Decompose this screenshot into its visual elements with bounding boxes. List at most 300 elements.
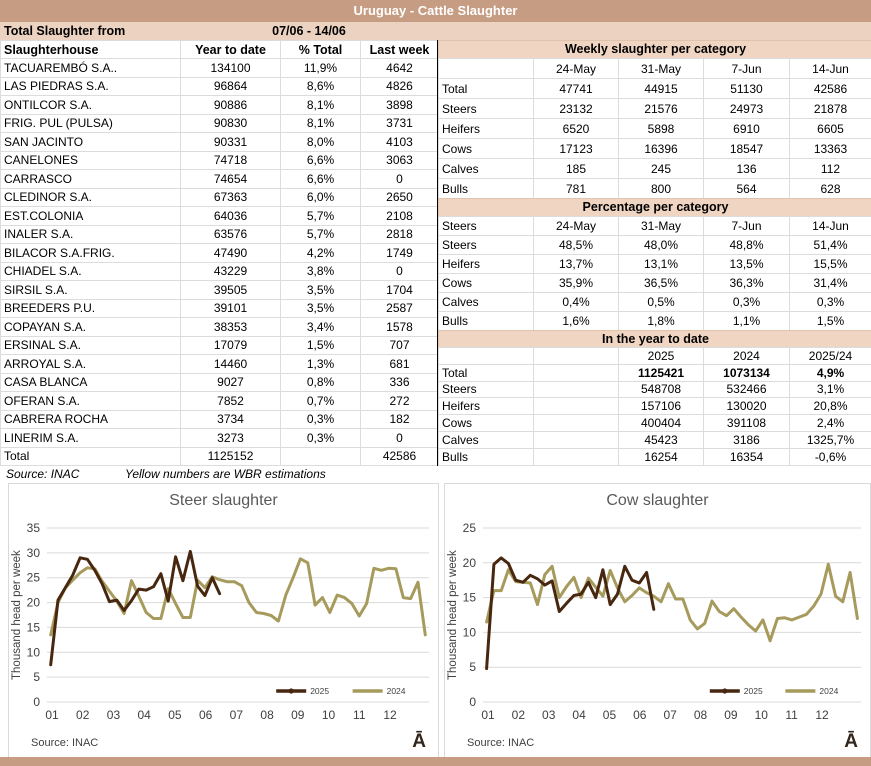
x-axis-month-labels bbox=[481, 708, 829, 722]
table-cell: 8,6% bbox=[281, 77, 361, 96]
cow-chart-title: Cow slaughter bbox=[606, 492, 709, 509]
table-cell: 6,6% bbox=[281, 151, 361, 170]
steer-chart-canvas bbox=[9, 484, 438, 758]
percentage-section-title: Percentage per category bbox=[438, 198, 871, 217]
table-cell: Cows bbox=[439, 415, 534, 432]
table-cell: 24973 bbox=[704, 99, 790, 119]
subheader-label: Total Slaughter from bbox=[4, 24, 126, 38]
table-row bbox=[439, 448, 871, 465]
table-row bbox=[1, 133, 439, 152]
table-cell: 17123 bbox=[534, 139, 619, 159]
table-cell: 2025 bbox=[619, 348, 704, 365]
table-cell: 400404 bbox=[619, 415, 704, 432]
svg-text:35: 35 bbox=[26, 521, 40, 535]
table-cell: 1073134 bbox=[704, 364, 790, 381]
table-row bbox=[439, 381, 871, 398]
table-cell: ERSINAL S.A. bbox=[1, 336, 181, 355]
table-cell: 64036 bbox=[181, 207, 281, 226]
svg-text:2024: 2024 bbox=[386, 686, 406, 696]
table-cell: LINERIM S.A. bbox=[1, 429, 181, 448]
table-cell: 31,4% bbox=[790, 274, 871, 293]
table-cell: 245 bbox=[619, 159, 704, 179]
table-cell: 0 bbox=[361, 429, 439, 448]
series-line-2024 bbox=[487, 564, 858, 641]
svg-text:07: 07 bbox=[663, 708, 677, 722]
table-cell: 8,1% bbox=[281, 114, 361, 133]
table-row bbox=[439, 59, 871, 79]
table-header-cell: Slaughterhouse bbox=[1, 41, 181, 59]
table-cell: 36,5% bbox=[619, 274, 704, 293]
table-cell: 157106 bbox=[619, 398, 704, 415]
table-cell: 1,5% bbox=[281, 336, 361, 355]
table-cell: 90830 bbox=[181, 114, 281, 133]
table-row bbox=[439, 255, 871, 274]
table-cell bbox=[534, 381, 619, 398]
table-cell: 8,0% bbox=[281, 133, 361, 152]
svg-text:5: 5 bbox=[469, 660, 476, 675]
table-cell bbox=[534, 398, 619, 415]
table-row bbox=[439, 312, 871, 331]
table-row bbox=[1, 262, 439, 281]
table-cell: 5898 bbox=[619, 119, 704, 139]
table-cell: 2650 bbox=[361, 188, 439, 207]
svg-text:11: 11 bbox=[353, 708, 366, 722]
svg-text:09: 09 bbox=[291, 708, 305, 722]
cow-chart-box bbox=[444, 483, 871, 759]
table-row bbox=[439, 119, 871, 139]
table-row bbox=[1, 59, 439, 78]
table-cell: 11,9% bbox=[281, 59, 361, 78]
table-cell: 21878 bbox=[790, 99, 871, 119]
svg-text:08: 08 bbox=[693, 708, 708, 722]
table-cell: 13363 bbox=[790, 139, 871, 159]
table-cell: BILACOR S.A.FRIG. bbox=[1, 244, 181, 263]
svg-text:10: 10 bbox=[26, 645, 40, 660]
table-cell: 564 bbox=[704, 179, 790, 199]
table-cell: 7852 bbox=[181, 392, 281, 411]
table-row bbox=[1, 299, 439, 318]
table-cell: 14-Jun bbox=[790, 217, 871, 236]
subheader-row bbox=[0, 22, 871, 41]
svg-text:25: 25 bbox=[462, 521, 476, 535]
table-row bbox=[1, 429, 439, 448]
table-cell: SIRSIL S.A. bbox=[1, 281, 181, 300]
table-cell: 5,7% bbox=[281, 207, 361, 226]
svg-text:25: 25 bbox=[26, 570, 40, 585]
table-cell: Bulls bbox=[439, 312, 534, 331]
table-cell: 1704 bbox=[361, 281, 439, 300]
table-cell: 1578 bbox=[361, 318, 439, 337]
table-cell: Total bbox=[439, 364, 534, 381]
table-cell: Total bbox=[1, 447, 181, 466]
ytd-table bbox=[438, 347, 871, 466]
table-cell: 7-Jun bbox=[704, 217, 790, 236]
table-cell: 2025/24 bbox=[790, 348, 871, 365]
table-cell: 20,8% bbox=[790, 398, 871, 415]
weekly-section-title: Weekly slaughter per category bbox=[438, 40, 871, 59]
table-cell: 2818 bbox=[361, 225, 439, 244]
table-cell: 2587 bbox=[361, 299, 439, 318]
svg-text:30: 30 bbox=[26, 545, 40, 560]
table-cell: 47741 bbox=[534, 79, 619, 99]
table-header-cell: Last week bbox=[361, 41, 439, 59]
table-cell: 4,9% bbox=[790, 364, 871, 381]
svg-text:15: 15 bbox=[462, 590, 476, 605]
table-cell: Steers bbox=[439, 236, 534, 255]
table-cell: 0,3% bbox=[281, 429, 361, 448]
table-cell: 2108 bbox=[361, 207, 439, 226]
table-cell: 16254 bbox=[619, 448, 704, 465]
table-cell: 6910 bbox=[704, 119, 790, 139]
table-cell: 96864 bbox=[181, 77, 281, 96]
svg-text:11: 11 bbox=[785, 708, 798, 722]
table-row bbox=[439, 99, 871, 119]
bottom-accent-bar bbox=[0, 757, 871, 766]
svg-text:15: 15 bbox=[26, 620, 40, 635]
table-cell: 6605 bbox=[790, 119, 871, 139]
table-cell: 1,6% bbox=[534, 312, 619, 331]
table-cell: 44915 bbox=[619, 79, 704, 99]
svg-text:09: 09 bbox=[724, 708, 738, 722]
table-cell: 5,7% bbox=[281, 225, 361, 244]
percentage-table-wrap bbox=[438, 216, 871, 331]
page-title: Uruguay - Cattle Slaughter bbox=[0, 0, 871, 22]
table-cell: 1125152 bbox=[181, 447, 281, 466]
table-cell: 0,4% bbox=[534, 293, 619, 312]
table-cell: 7-Jun bbox=[704, 59, 790, 79]
svg-text:08: 08 bbox=[260, 708, 274, 722]
table-cell: 13,7% bbox=[534, 255, 619, 274]
table-row bbox=[1, 225, 439, 244]
table-row bbox=[1, 77, 439, 96]
table-cell: 6,0% bbox=[281, 188, 361, 207]
table-cell: 2,4% bbox=[790, 415, 871, 432]
table-cell: 8,1% bbox=[281, 96, 361, 115]
table-row bbox=[439, 79, 871, 99]
slaughterhouse-table-wrap bbox=[0, 40, 438, 466]
table-cell: 48,5% bbox=[534, 236, 619, 255]
table-cell: 0,3% bbox=[790, 293, 871, 312]
svg-text:06: 06 bbox=[198, 708, 213, 722]
table-cell: 0 bbox=[361, 170, 439, 189]
x-axis-month-labels bbox=[45, 708, 397, 722]
subheader-date-range: 07/06 - 14/06 bbox=[272, 24, 346, 38]
table-cell: Calves bbox=[439, 159, 534, 179]
table-cell: 14-Jun bbox=[790, 59, 871, 79]
table-header-row bbox=[1, 41, 439, 59]
table-cell: 35,9% bbox=[534, 274, 619, 293]
svg-text:0: 0 bbox=[33, 695, 40, 709]
cow-y-axis-label: Thousand head per week bbox=[447, 550, 459, 680]
y-axis-ticks bbox=[463, 521, 477, 709]
table-row bbox=[1, 447, 439, 466]
table-cell: INALER S.A. bbox=[1, 225, 181, 244]
weekly-table bbox=[438, 58, 871, 199]
table-row bbox=[439, 364, 871, 381]
table-cell: COPAYAN S.A. bbox=[1, 318, 181, 337]
steer-chart-title: Steer slaughter bbox=[169, 492, 278, 509]
table-cell: 112 bbox=[790, 159, 871, 179]
table-cell: 36,3% bbox=[704, 274, 790, 293]
table-row bbox=[439, 431, 871, 448]
steer-chart-source: Source: INAC bbox=[31, 737, 99, 749]
table-cell: 42586 bbox=[361, 447, 439, 466]
steer-y-axis-label: Thousand head per week bbox=[11, 550, 23, 680]
table-cell: Steers bbox=[439, 217, 534, 236]
table-cell: 39505 bbox=[181, 281, 281, 300]
percentage-table bbox=[438, 216, 871, 331]
table-row bbox=[439, 415, 871, 432]
table-cell: EST.COLONIA bbox=[1, 207, 181, 226]
table-cell: Cows bbox=[439, 139, 534, 159]
table-cell: Calves bbox=[439, 293, 534, 312]
table-cell: 90886 bbox=[181, 96, 281, 115]
table-cell: OFERAN S.A. bbox=[1, 392, 181, 411]
table-cell: 1125421 bbox=[619, 364, 704, 381]
table-cell: 23132 bbox=[534, 99, 619, 119]
table-cell: Heifers bbox=[439, 255, 534, 274]
a-macron-logo: Ā bbox=[412, 731, 426, 752]
svg-text:04: 04 bbox=[137, 708, 151, 722]
estimation-note: Yellow numbers are WBR estimations bbox=[125, 467, 326, 481]
table-cell bbox=[534, 348, 619, 365]
table-cell: 6520 bbox=[534, 119, 619, 139]
svg-text:2025: 2025 bbox=[743, 686, 763, 696]
svg-text:05: 05 bbox=[168, 708, 182, 722]
table-cell: CASA BLANCA bbox=[1, 373, 181, 392]
table-cell: 3731 bbox=[361, 114, 439, 133]
table-cell: 16354 bbox=[704, 448, 790, 465]
table-cell: 391108 bbox=[704, 415, 790, 432]
svg-text:05: 05 bbox=[602, 708, 617, 722]
table-cell: 16396 bbox=[619, 139, 704, 159]
table-cell: 1,8% bbox=[619, 312, 704, 331]
table-cell: 51,4% bbox=[790, 236, 871, 255]
legend bbox=[276, 686, 406, 696]
table-cell: 1,1% bbox=[704, 312, 790, 331]
table-cell: ONTILCOR S.A. bbox=[1, 96, 181, 115]
table-cell: 3273 bbox=[181, 429, 281, 448]
svg-text:01: 01 bbox=[481, 708, 495, 722]
table-row bbox=[439, 179, 871, 199]
table-row bbox=[1, 170, 439, 189]
svg-text:01: 01 bbox=[45, 708, 59, 722]
table-cell: 51130 bbox=[704, 79, 790, 99]
slaughterhouse-table bbox=[0, 40, 439, 466]
table-cell: CHIADEL S.A. bbox=[1, 262, 181, 281]
cow-chart-source: Source: INAC bbox=[467, 737, 535, 749]
table-row bbox=[1, 188, 439, 207]
table-cell: CLEDINOR S.A. bbox=[1, 188, 181, 207]
table-cell: 6,6% bbox=[281, 170, 361, 189]
table-cell bbox=[439, 348, 534, 365]
table-cell: 707 bbox=[361, 336, 439, 355]
table-row bbox=[1, 318, 439, 337]
table-cell: 63576 bbox=[181, 225, 281, 244]
table-cell: 3,1% bbox=[790, 381, 871, 398]
svg-text:07: 07 bbox=[229, 708, 244, 722]
table-header-cell: % Total bbox=[281, 41, 361, 59]
table-cell bbox=[534, 415, 619, 432]
table-cell: 9027 bbox=[181, 373, 281, 392]
table-cell: 272 bbox=[361, 392, 439, 411]
table-cell: 67363 bbox=[181, 188, 281, 207]
table-cell: 74718 bbox=[181, 151, 281, 170]
table-row bbox=[1, 410, 439, 429]
table-cell: 800 bbox=[619, 179, 704, 199]
table-row bbox=[439, 217, 871, 236]
table-cell: 4,2% bbox=[281, 244, 361, 263]
table-row bbox=[1, 96, 439, 115]
svg-text:20: 20 bbox=[26, 595, 40, 610]
table-cell: 182 bbox=[361, 410, 439, 429]
table-cell: 3186 bbox=[704, 431, 790, 448]
table-cell: 681 bbox=[361, 355, 439, 374]
table-cell: 43229 bbox=[181, 262, 281, 281]
svg-text:02: 02 bbox=[511, 708, 526, 722]
table-cell: 0,3% bbox=[281, 410, 361, 429]
table-cell bbox=[534, 431, 619, 448]
table-cell bbox=[439, 59, 534, 79]
table-cell: TACUAREMBÓ S.A.. bbox=[1, 59, 181, 78]
table-cell: 130020 bbox=[704, 398, 790, 415]
svg-text:04: 04 bbox=[572, 708, 586, 722]
table-row bbox=[1, 281, 439, 300]
table-cell bbox=[534, 364, 619, 381]
table-cell: 31-May bbox=[619, 217, 704, 236]
table-cell: 548708 bbox=[619, 381, 704, 398]
table-cell: Steers bbox=[439, 99, 534, 119]
table-row bbox=[1, 336, 439, 355]
table-row bbox=[439, 398, 871, 415]
table-cell: FRIG. PUL (PULSA) bbox=[1, 114, 181, 133]
table-row bbox=[1, 114, 439, 133]
table-cell: SAN JACINTO bbox=[1, 133, 181, 152]
table-cell bbox=[281, 447, 361, 466]
table-cell: Cows bbox=[439, 274, 534, 293]
table-cell: 0,3% bbox=[704, 293, 790, 312]
table-cell: 48,0% bbox=[619, 236, 704, 255]
table-cell: 21576 bbox=[619, 99, 704, 119]
table-row bbox=[1, 207, 439, 226]
table-cell: 0,7% bbox=[281, 392, 361, 411]
table-cell: Steers bbox=[439, 381, 534, 398]
table-cell: Calves bbox=[439, 431, 534, 448]
table-cell: CABRERA ROCHA bbox=[1, 410, 181, 429]
table-cell: 0,8% bbox=[281, 373, 361, 392]
legend bbox=[710, 686, 839, 696]
table-row bbox=[1, 373, 439, 392]
table-cell: Bulls bbox=[439, 448, 534, 465]
table-cell: 3,4% bbox=[281, 318, 361, 337]
table-cell: 532466 bbox=[704, 381, 790, 398]
table-cell: 3898 bbox=[361, 96, 439, 115]
table-cell: 24-May bbox=[534, 59, 619, 79]
table-cell: 3063 bbox=[361, 151, 439, 170]
table-cell: CANELONES bbox=[1, 151, 181, 170]
table-cell: LAS PIEDRAS S.A. bbox=[1, 77, 181, 96]
table-cell: 17079 bbox=[181, 336, 281, 355]
table-cell: 1,3% bbox=[281, 355, 361, 374]
table-row bbox=[439, 236, 871, 255]
svg-text:03: 03 bbox=[542, 708, 556, 722]
table-cell: 3,5% bbox=[281, 281, 361, 300]
table-cell: Bulls bbox=[439, 179, 534, 199]
ytd-section-title: In the year to date bbox=[438, 330, 871, 348]
table-cell: 13,5% bbox=[704, 255, 790, 274]
svg-text:10: 10 bbox=[321, 708, 336, 722]
svg-text:2025: 2025 bbox=[310, 686, 330, 696]
table-cell: 31-May bbox=[619, 59, 704, 79]
table-cell: 18547 bbox=[704, 139, 790, 159]
table-row bbox=[439, 139, 871, 159]
table-cell: 3734 bbox=[181, 410, 281, 429]
svg-text:12: 12 bbox=[383, 708, 397, 722]
table-cell: -0,6% bbox=[790, 448, 871, 465]
source-note-row bbox=[0, 467, 438, 482]
table-row bbox=[1, 355, 439, 374]
ytd-table-wrap bbox=[438, 347, 871, 466]
table-cell: 4103 bbox=[361, 133, 439, 152]
table-cell: 0 bbox=[361, 262, 439, 281]
table-cell: 47490 bbox=[181, 244, 281, 263]
table-cell: 336 bbox=[361, 373, 439, 392]
table-cell: CARRASCO bbox=[1, 170, 181, 189]
series-line-2025 bbox=[487, 558, 654, 669]
table-row bbox=[1, 151, 439, 170]
table-cell: 134100 bbox=[181, 59, 281, 78]
table-cell: 13,1% bbox=[619, 255, 704, 274]
svg-text:10: 10 bbox=[462, 625, 476, 640]
table-cell: 185 bbox=[534, 159, 619, 179]
table-header-cell: Year to date bbox=[181, 41, 281, 59]
table-row bbox=[1, 392, 439, 411]
table-cell: 1749 bbox=[361, 244, 439, 263]
svg-text:06: 06 bbox=[633, 708, 647, 722]
table-cell: Heifers bbox=[439, 398, 534, 415]
table-cell: Heifers bbox=[439, 119, 534, 139]
table-cell: 628 bbox=[790, 179, 871, 199]
table-cell: Total bbox=[439, 79, 534, 99]
table-cell: 3,5% bbox=[281, 299, 361, 318]
table-row bbox=[439, 274, 871, 293]
table-cell: 0,5% bbox=[619, 293, 704, 312]
table-cell: 136 bbox=[704, 159, 790, 179]
svg-text:20: 20 bbox=[462, 555, 476, 570]
table-cell: 74654 bbox=[181, 170, 281, 189]
table-cell: 781 bbox=[534, 179, 619, 199]
svg-text:03: 03 bbox=[106, 708, 121, 722]
cow-chart-canvas bbox=[445, 484, 870, 758]
table-cell: 42586 bbox=[790, 79, 871, 99]
table-cell: BREEDERS P.U. bbox=[1, 299, 181, 318]
svg-text:0: 0 bbox=[469, 695, 476, 709]
table-cell: 1325,7% bbox=[790, 431, 871, 448]
table-cell: 4826 bbox=[361, 77, 439, 96]
svg-text:12: 12 bbox=[815, 708, 829, 722]
steer-chart-box bbox=[8, 483, 439, 759]
weekly-table-wrap bbox=[438, 58, 871, 199]
table-cell: 90331 bbox=[181, 133, 281, 152]
y-axis-ticks bbox=[27, 521, 41, 709]
table-cell: 4642 bbox=[361, 59, 439, 78]
table-cell: ARROYAL S.A. bbox=[1, 355, 181, 374]
svg-text:10: 10 bbox=[754, 708, 768, 722]
svg-text:02: 02 bbox=[76, 708, 90, 722]
svg-text:5: 5 bbox=[33, 670, 40, 685]
table-cell: 2024 bbox=[704, 348, 790, 365]
table-row bbox=[1, 244, 439, 263]
